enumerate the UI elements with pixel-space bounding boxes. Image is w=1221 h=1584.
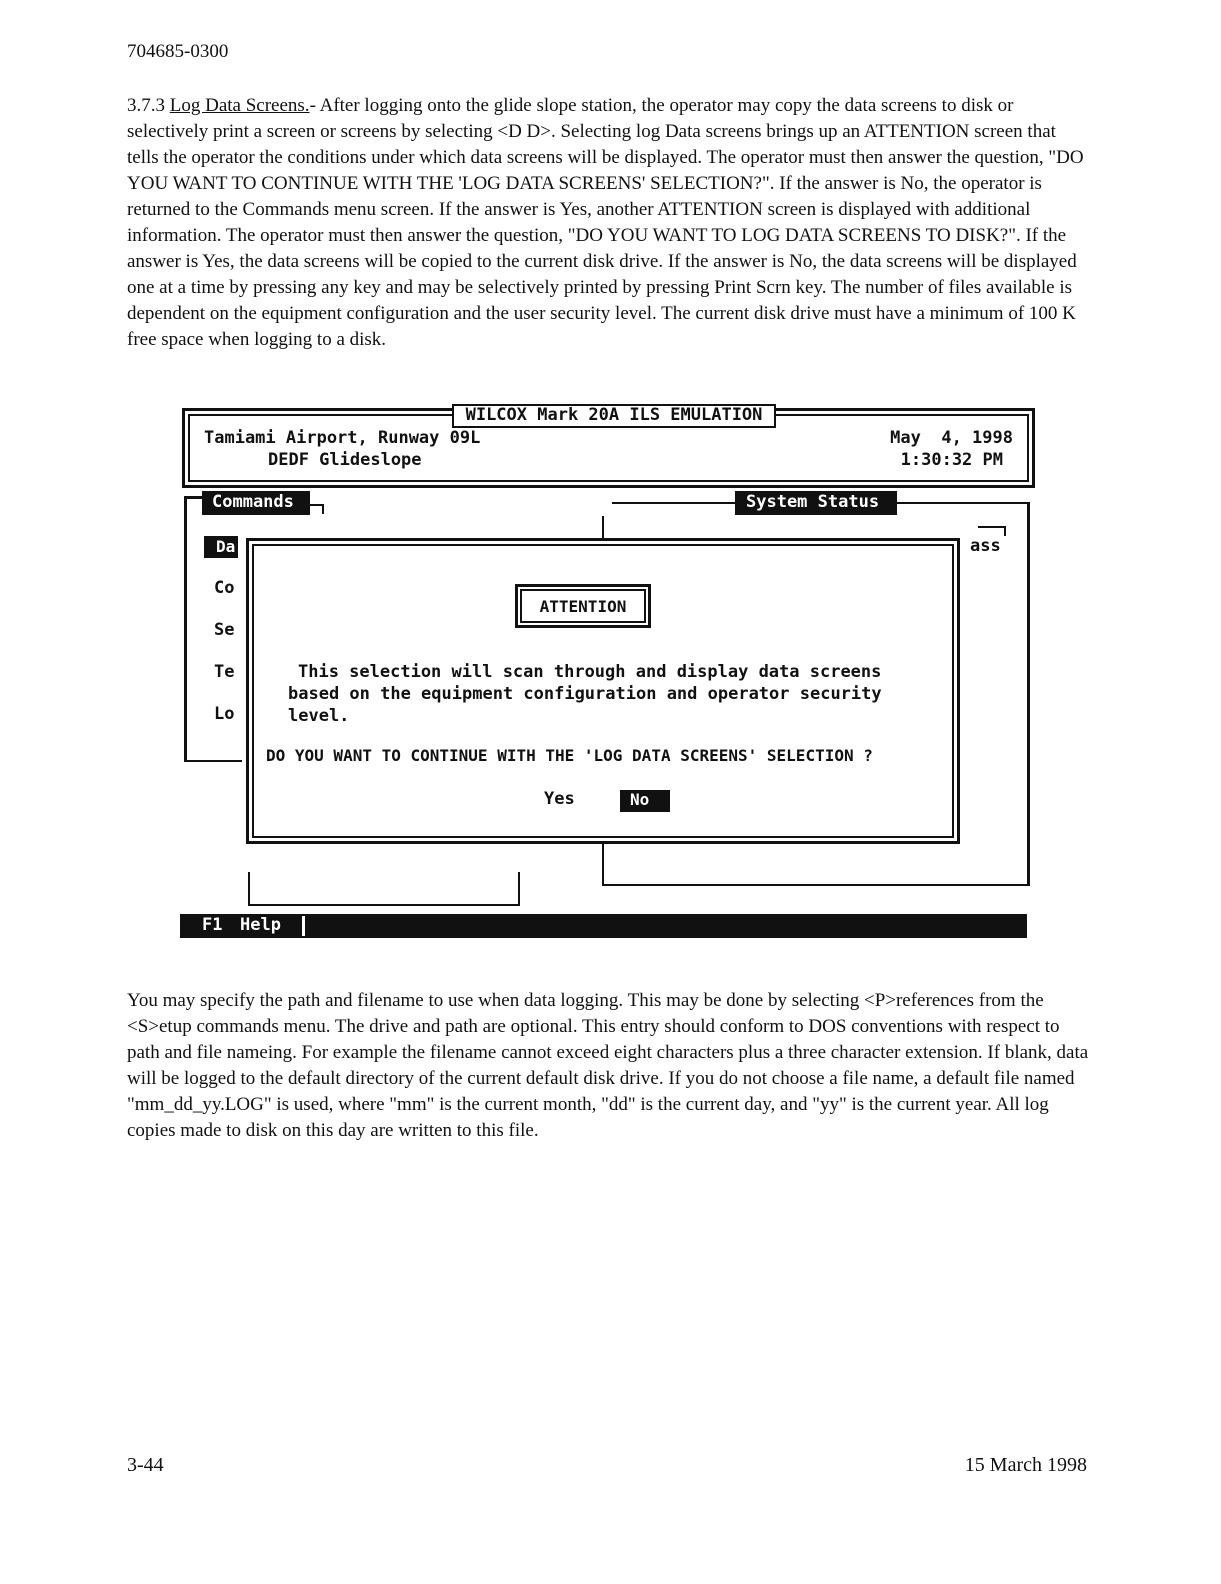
page-date: 15 March 1998 — [964, 1454, 1087, 1476]
section-heading: Log Data Screens. — [169, 95, 310, 116]
commands-tab-corner — [310, 504, 324, 514]
help-key[interactable]: F1 — [202, 915, 223, 935]
yes-button[interactable]: Yes — [544, 789, 575, 809]
attention-title: ATTENTION — [539, 597, 627, 616]
menu-item-log[interactable]: Lo — [214, 704, 235, 724]
document-number: 704685-0300 — [127, 41, 229, 62]
status-corner — [978, 526, 1006, 536]
menu-item-data[interactable]: Da — [216, 537, 236, 556]
page-number: 3-44 — [127, 1454, 164, 1476]
help-label[interactable]: Help — [240, 915, 281, 935]
screen-time: 1:30:32 PM — [900, 450, 1003, 470]
screen-date: May 4, 1998 — [890, 428, 1013, 448]
commands-label: Commands — [212, 492, 294, 512]
section-paragraph — [127, 93, 1092, 353]
menu-item-setup[interactable]: Se — [214, 620, 235, 640]
logging-paragraph: You may specify the path and filename to use when data logging. This may be done by selecting <P>references from the <S>etup commands menu. The drive and path are optional. This entry should conform to DOS conventions with respect to path and file nameing. For example the filename cannot exceed eight characters plus a three character extension. If blank, data will be logged to the default directory of the current default disk drive. If you do not choose a file name, a default file named "mm_dd_yy.LOG" is used, where "mm" is the current month, "dd" is the current day, and "yy" is the current year. All log copies made to disk on this day are written to this file. — [127, 990, 1089, 1141]
attention-message-line2: based on the equipment configuration and operator security — [288, 684, 882, 704]
section-number: 3.7.3 — [127, 95, 165, 116]
screen-title: WILCOX Mark 20A ILS EMULATION — [465, 405, 763, 425]
lower-frame-left — [248, 872, 520, 906]
help-bar — [180, 914, 1027, 938]
no-button-label: No — [630, 790, 650, 809]
system-status-label: System Status — [746, 492, 880, 512]
status-fragment: ass — [970, 536, 1001, 556]
attention-message-line3: level. — [288, 706, 350, 726]
menu-item-config[interactable]: Co — [214, 578, 235, 598]
station-name: DEDF Glideslope — [268, 450, 422, 470]
menu-item-test[interactable]: Te — [214, 662, 235, 682]
airport-location: Tamiami Airport, Runway 09L — [204, 428, 481, 448]
emulator-screenshot — [180, 404, 1037, 940]
section-body: - After logging onto the glide slope station, the operator may copy the data screens to disk or selectively print a screen or screens by selecting <D D>. Selecting log Data screens brings up an ATTENTION screen that tells the operator the conditions under which data screens will be displayed. The operator must then answer the question, "DO YOU WANT TO CONTINUE WITH THE 'LOG DATA SCREENS' SELECTION?". If the answer is No, the operator is returned to the Commands menu screen. If the answer is Yes, another ATTENTION screen is displayed with additional information. The operator must then answer the question, "DO YOU WANT TO LOG DATA SCREENS TO DISK?". If the answer is Yes, the data screens will be copied to the current disk drive. If the answer is No, the data screens will be displayed one at a time by pressing any key and may be selectively printed by pressing Print Scrn key. The number of files available is dependent on the equipment configuration and the user security level. The current disk drive must have a minimum of 100 K free space when logging to a disk. — [127, 95, 1084, 350]
attention-question: DO YOU WANT TO CONTINUE WITH THE 'LOG DATA SCREENS' SELECTION ? — [266, 746, 873, 765]
attention-message-line1: This selection will scan through and display data screens — [298, 662, 882, 682]
